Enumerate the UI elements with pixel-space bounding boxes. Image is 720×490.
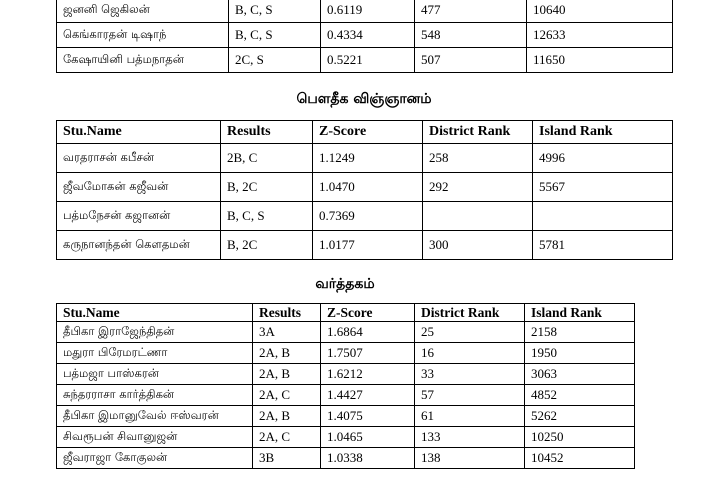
- results-cell: 3B: [253, 448, 321, 469]
- results-cell: 2A, C: [253, 427, 321, 448]
- student-name: கேஷாயினி பத்மநாதன்: [57, 48, 229, 73]
- table-row: [57, 48, 673, 73]
- student-name: தீபிகா இராஜேந்திதன்: [57, 322, 253, 343]
- table-header-row: [57, 304, 635, 322]
- island-rank-cell: 12633: [527, 23, 673, 48]
- district-rank-cell: 300: [423, 231, 533, 260]
- district-rank-cell: 138: [415, 448, 525, 469]
- table-row: [57, 23, 673, 48]
- column-header-island-rank: Island Rank: [525, 304, 635, 322]
- z-score-cell: 1.0177: [313, 231, 423, 260]
- student-name: கெங்காரதன் டிஷாந்: [57, 23, 229, 48]
- student-name: பத்மஜா பாஸ்கரன்: [57, 364, 253, 385]
- district-rank-cell: 57: [415, 385, 525, 406]
- district-rank-cell: 477: [415, 0, 527, 23]
- column-header-name: Stu.Name: [57, 121, 221, 144]
- table-row: [57, 144, 673, 173]
- island-rank-cell: 3063: [525, 364, 635, 385]
- z-score-cell: 1.0338: [321, 448, 415, 469]
- results-cell: B, 2C: [221, 231, 313, 260]
- results-table-top: [56, 0, 673, 73]
- island-rank-cell: 5567: [533, 173, 673, 202]
- results-cell: 2A, B: [253, 343, 321, 364]
- student-name: மதுரா பிரேமரட்ணா: [57, 343, 253, 364]
- column-header-z-score: Z-Score: [321, 304, 415, 322]
- results-cell: 3A: [253, 322, 321, 343]
- z-score-cell: 1.7507: [321, 343, 415, 364]
- island-rank-cell: 1950: [525, 343, 635, 364]
- table-row: [57, 406, 635, 427]
- results-cell: B, C, S: [229, 23, 321, 48]
- district-rank-cell: 25: [415, 322, 525, 343]
- island-rank-cell: 10452: [525, 448, 635, 469]
- z-score-cell: 0.5221: [321, 48, 415, 73]
- column-header-name: Stu.Name: [57, 304, 253, 322]
- z-score-cell: 1.0465: [321, 427, 415, 448]
- island-rank-cell: 4996: [533, 144, 673, 173]
- island-rank-cell: 5781: [533, 231, 673, 260]
- z-score-cell: 1.4427: [321, 385, 415, 406]
- results-cell: 2B, C: [221, 144, 313, 173]
- z-score-cell: 1.6212: [321, 364, 415, 385]
- student-name: சுந்தரராசா கார்த்திகன்: [57, 385, 253, 406]
- district-rank-cell: 507: [415, 48, 527, 73]
- island-rank-cell: 11650: [527, 48, 673, 73]
- district-rank-cell: 16: [415, 343, 525, 364]
- table-row: [57, 173, 673, 202]
- student-name: ஜனனி ஜெகிலன்: [57, 0, 229, 23]
- z-score-cell: 1.6864: [321, 322, 415, 343]
- island-rank-cell: 5262: [525, 406, 635, 427]
- results-cell: 2A, B: [253, 364, 321, 385]
- column-header-island-rank: Island Rank: [533, 121, 673, 144]
- z-score-cell: 1.1249: [313, 144, 423, 173]
- student-name: சிவரூபன் சிவானுஜன்: [57, 427, 253, 448]
- table-row: [57, 322, 635, 343]
- table-row: [57, 231, 673, 260]
- island-rank-cell: 10640: [527, 0, 673, 23]
- student-name: பத்மநேசன் கஜானன்: [57, 202, 221, 231]
- district-rank-cell: 292: [423, 173, 533, 202]
- column-header-district-rank: District Rank: [415, 304, 525, 322]
- table-row: [57, 448, 635, 469]
- table-row: [57, 385, 635, 406]
- column-header-results: Results: [221, 121, 313, 144]
- column-header-z-score: Z-Score: [313, 121, 423, 144]
- table-row: [57, 343, 635, 364]
- table-header-row: [57, 121, 673, 144]
- section-heading-commerce: வர்த்தகம்: [315, 276, 375, 292]
- student-name: தீபிகா இமானுவேல் ஈஸ்வரன்: [57, 406, 253, 427]
- column-header-results: Results: [253, 304, 321, 322]
- results-cell: B, C, S: [221, 202, 313, 231]
- results-cell: 2A, C: [253, 385, 321, 406]
- z-score-cell: 0.7369: [313, 202, 423, 231]
- table-row: [57, 0, 673, 23]
- z-score-cell: 1.0470: [313, 173, 423, 202]
- table-row: [57, 364, 635, 385]
- district-rank-cell: 61: [415, 406, 525, 427]
- table-row: [57, 202, 673, 231]
- table-row: [57, 427, 635, 448]
- column-header-district-rank: District Rank: [423, 121, 533, 144]
- section-heading-physical-science: பௌதீக விஞ்ஞானம்: [296, 91, 432, 107]
- student-name: ஜீவராஜா கோகுலன்: [57, 448, 253, 469]
- district-rank-cell: 548: [415, 23, 527, 48]
- district-rank-cell: 133: [415, 427, 525, 448]
- z-score-cell: 1.4075: [321, 406, 415, 427]
- physical-science-table: [56, 120, 673, 260]
- results-cell: 2C, S: [229, 48, 321, 73]
- commerce-table: [56, 303, 635, 469]
- island-rank-cell: [533, 202, 673, 231]
- results-cell: B, C, S: [229, 0, 321, 23]
- results-cell: B, 2C: [221, 173, 313, 202]
- island-rank-cell: 2158: [525, 322, 635, 343]
- island-rank-cell: 4852: [525, 385, 635, 406]
- student-name: கருநானந்தன் கௌதமன்: [57, 231, 221, 260]
- district-rank-cell: 33: [415, 364, 525, 385]
- student-name: வரதராசன் கபீசன்: [57, 144, 221, 173]
- district-rank-cell: [423, 202, 533, 231]
- island-rank-cell: 10250: [525, 427, 635, 448]
- z-score-cell: 0.4334: [321, 23, 415, 48]
- z-score-cell: 0.6119: [321, 0, 415, 23]
- student-name: ஜீவமோகன் கஜீவன்: [57, 173, 221, 202]
- results-cell: 2A, B: [253, 406, 321, 427]
- district-rank-cell: 258: [423, 144, 533, 173]
